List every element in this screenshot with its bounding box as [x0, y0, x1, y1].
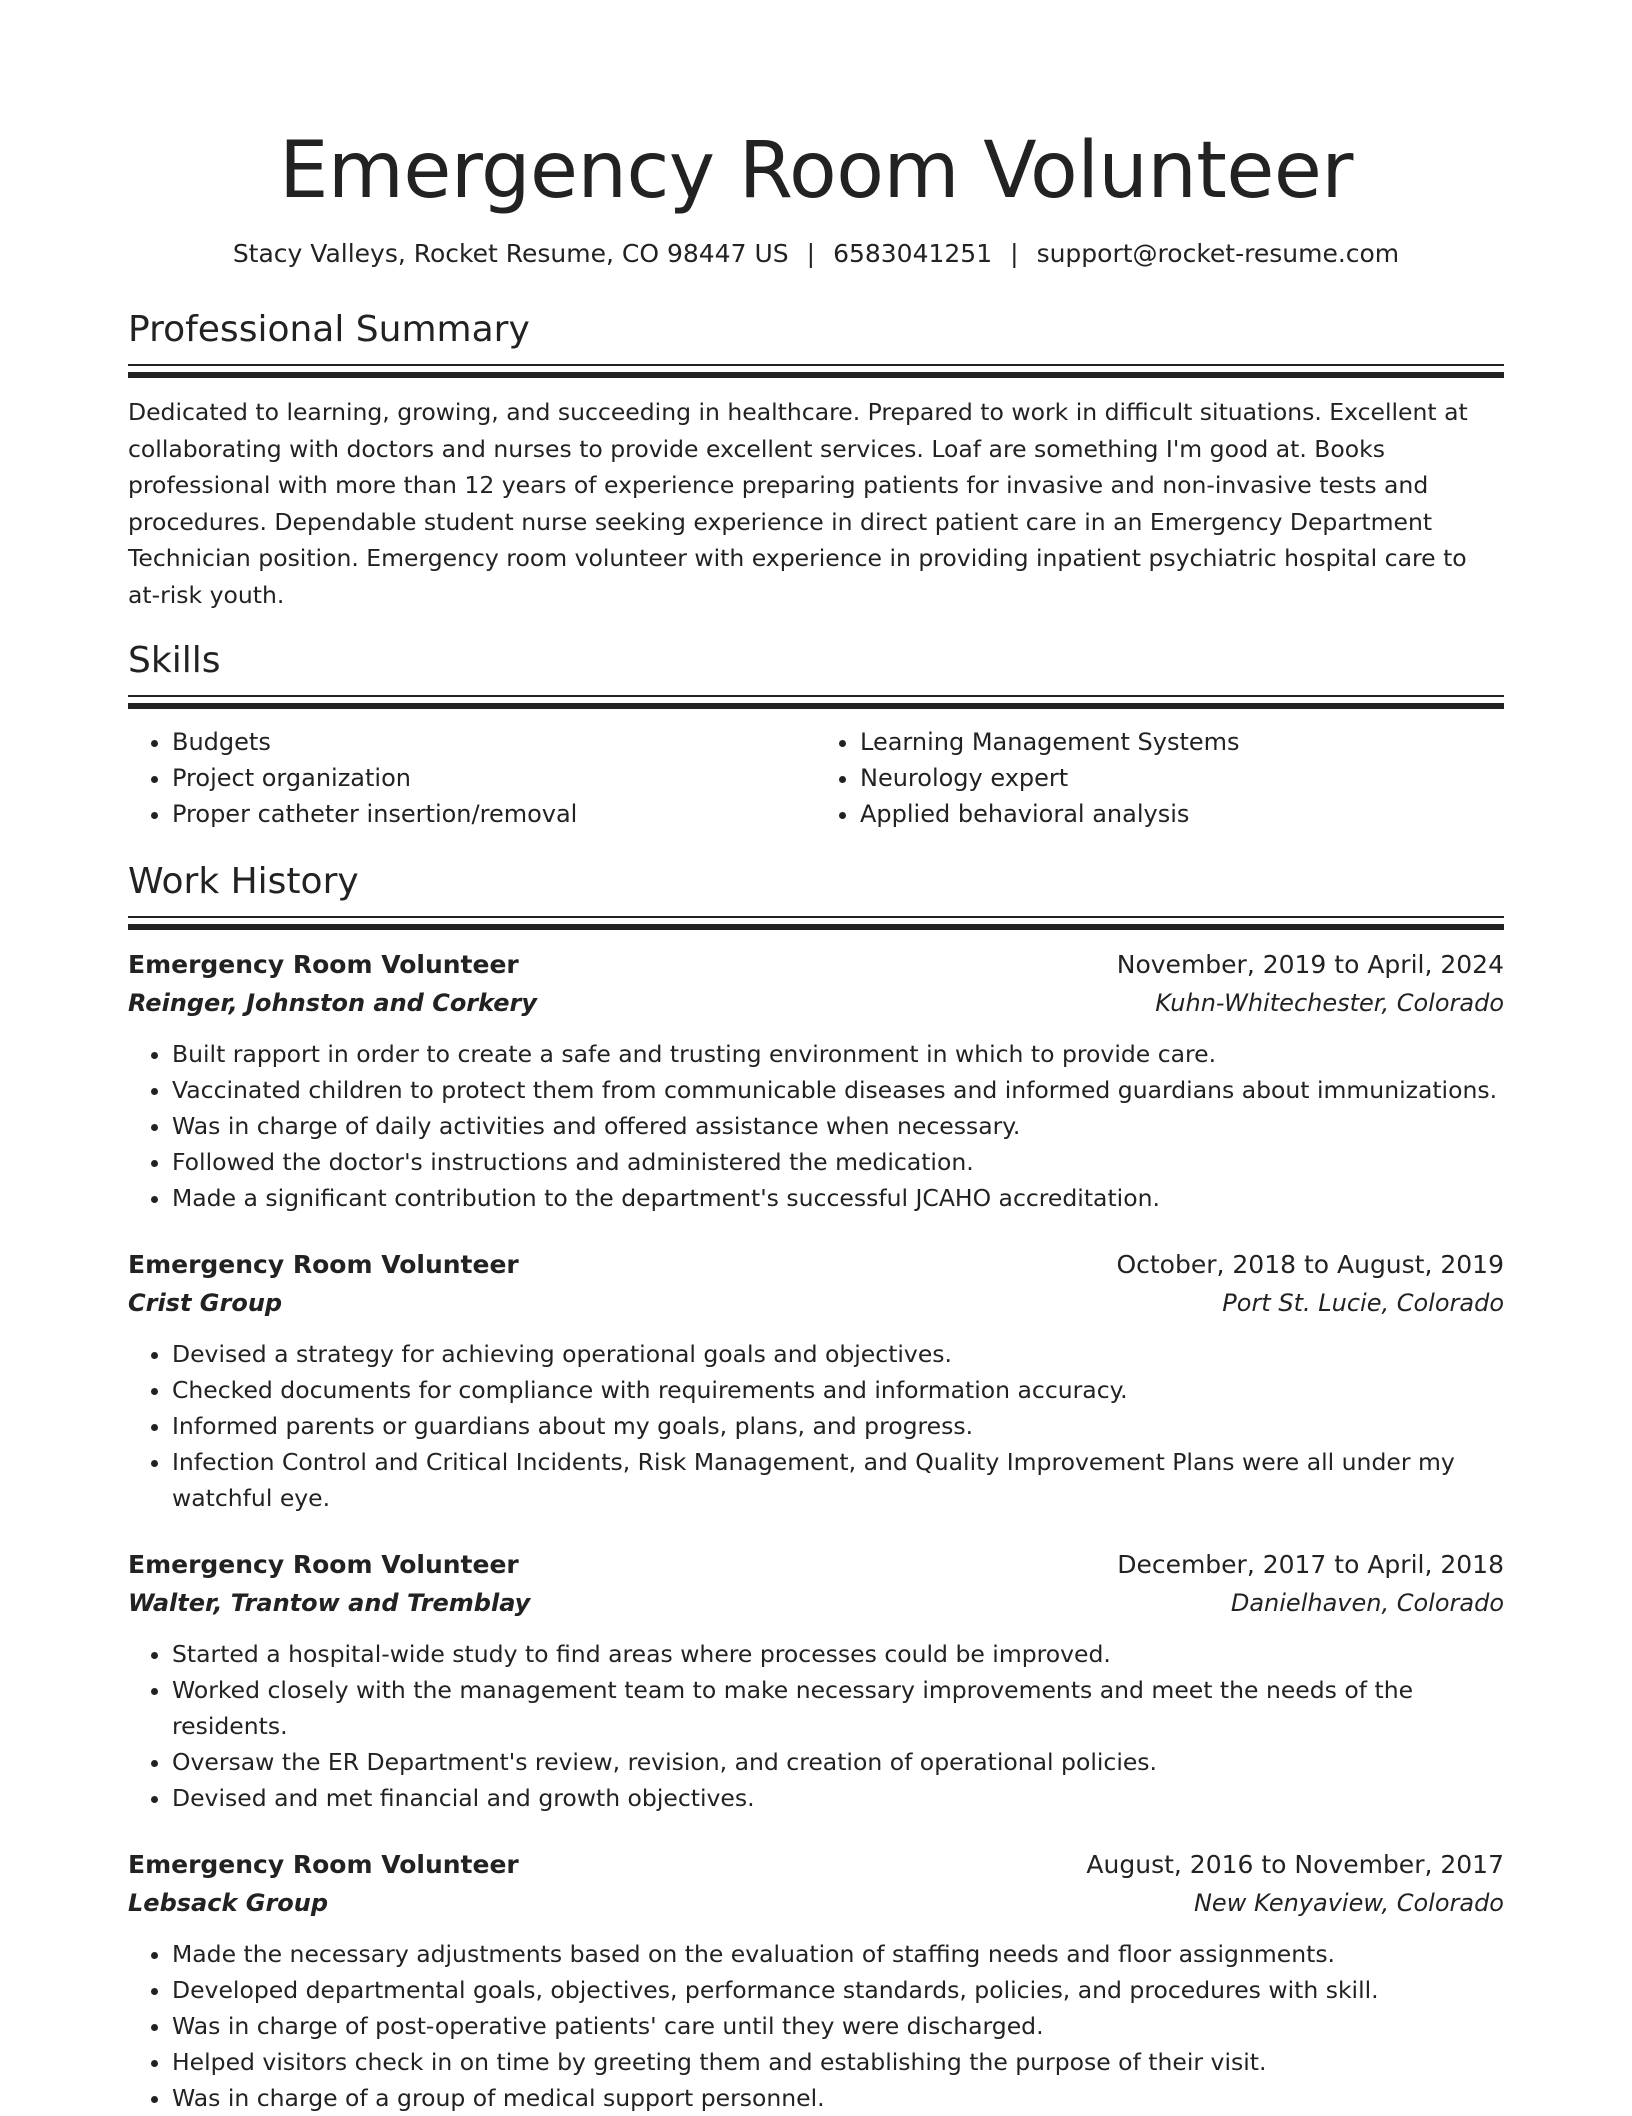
job-company-row: [128, 984, 1504, 1022]
job-bullet: • Helped visitors check in on time by greeting them and establishing the purpose of their visit.: [172, 2044, 1504, 2080]
job-location: New Kenyaview, Colorado: [1193, 1889, 1504, 1917]
section-divider: [128, 364, 1504, 378]
skill-item: • Learning Management Systems: [860, 724, 1504, 760]
job-bullet: • Started a hospital-wide study to find areas where processes could be improved.: [172, 1636, 1504, 1672]
job-bullets: [128, 1336, 1504, 1516]
skills-list-right: [816, 724, 1504, 832]
contact-address: Stacy Valleys, Rocket Resume, CO 98447 US: [232, 239, 789, 268]
job-bullet: • Worked closely with the management team to make necessary improvements and meet the needs of the residents.: [172, 1672, 1504, 1744]
skill-item: • Applied behavioral analysis: [860, 796, 1504, 832]
contact-email: support@rocket-resume.com: [1036, 239, 1400, 268]
contact-separator: |: [1010, 239, 1019, 268]
job-bullet: • Checked documents for compliance with requirements and information accuracy.: [172, 1372, 1504, 1408]
job-dates: October, 2018 to August, 2019: [1116, 1250, 1504, 1279]
job-bullet: • Was in charge of a group of medical support personnel.: [172, 2080, 1504, 2116]
contact-phone: 6583041251: [833, 239, 993, 268]
job-title: Emergency Room Volunteer: [128, 1550, 519, 1579]
skills-list-left: [128, 724, 816, 832]
job-entry: [128, 946, 1504, 1216]
job-title: Emergency Room Volunteer: [128, 1850, 519, 1879]
job-header-row: [128, 1846, 1504, 1884]
job-bullets: [128, 1636, 1504, 1816]
job-bullets: [128, 1036, 1504, 1216]
job-bullet: • Devised a strategy for achieving operational goals and objectives.: [172, 1336, 1504, 1372]
job-company-row: [128, 1884, 1504, 1922]
skill-item: • Project organization: [172, 760, 816, 796]
job-location: Kuhn-Whitechester, Colorado: [1155, 989, 1504, 1017]
job-entry: [128, 1246, 1504, 1516]
job-dates: November, 2019 to April, 2024: [1116, 950, 1504, 979]
job-bullet: • Devised and met financial and growth objectives.: [172, 1780, 1504, 1816]
summary-text: Dedicated to learning, growing, and succeeding in healthcare. Prepared to work in difficult situations. Excellent at collaborating with doctors and nurses to provide excellent services. Loaf are something I'm good at. Books professional with more than 12 years of experience preparing patients for invasive and non-invasive tests and procedures. Dependable student nurse seeking experience in direct patient care in an Emergency Department Technician position. Emergency room volunteer with experience in providing inpatient psychiatric hospital care to at-risk youth.: [128, 398, 1468, 609]
skill-item: • Proper catheter insertion/removal: [172, 796, 816, 832]
job-company-row: [128, 1284, 1504, 1322]
job-company: Crist Group: [128, 1289, 283, 1317]
job-location: Danielhaven, Colorado: [1230, 1589, 1504, 1617]
job-header-row: [128, 1546, 1504, 1584]
job-dates: August, 2016 to November, 2017: [1086, 1850, 1504, 1879]
section-divider: [128, 916, 1504, 930]
skill-item: • Neurology expert: [860, 760, 1504, 796]
resume-page: [128, 0, 1504, 2116]
skills-section: [128, 637, 1504, 832]
section-heading-summary: Professional Summary: [128, 309, 530, 350]
job-entry: [128, 1846, 1504, 2116]
job-header-row: [128, 946, 1504, 984]
job-bullets: [128, 1936, 1504, 2116]
job-company: Reinger, Johnston and Corkery: [128, 989, 538, 1017]
job-bullet: • Built rapport in order to create a safe and trusting environment in which to provide care.: [172, 1036, 1504, 1072]
job-bullet: • Informed parents or guardians about my goals, plans, and progress.: [172, 1408, 1504, 1444]
section-heading-work: Work History: [128, 861, 359, 902]
resume-name: Emergency Room Volunteer: [279, 126, 1353, 216]
job-title: Emergency Room Volunteer: [128, 1250, 519, 1279]
job-bullet: • Followed the doctor's instructions and administered the medication.: [172, 1144, 1504, 1180]
section-divider: [128, 695, 1504, 709]
job-entry: [128, 1546, 1504, 1816]
job-bullet: • Was in charge of daily activities and offered assistance when necessary.: [172, 1108, 1504, 1144]
job-location: Port St. Lucie, Colorado: [1222, 1289, 1504, 1317]
job-dates: December, 2017 to April, 2018: [1117, 1550, 1504, 1579]
job-bullet: • Was in charge of post-operative patients' care until they were discharged.: [172, 2008, 1504, 2044]
skill-item: • Budgets: [172, 724, 816, 760]
job-bullet: • Vaccinated children to protect them from communicable diseases and informed guardians about immunizations.: [172, 1072, 1504, 1108]
job-company: Walter, Trantow and Tremblay: [128, 1589, 531, 1617]
job-header-row: [128, 1246, 1504, 1284]
job-bullet: • Developed departmental goals, objectives, performance standards, policies, and procedures with skill.: [172, 1972, 1504, 2008]
job-company-row: [128, 1584, 1504, 1622]
contact-line: [128, 236, 1504, 272]
job-company: Lebsack Group: [128, 1889, 329, 1917]
section-heading-skills: Skills: [128, 640, 221, 681]
professional-summary-section: [128, 306, 1504, 613]
job-title: Emergency Room Volunteer: [128, 950, 519, 979]
work-history-section: [128, 858, 1504, 2116]
job-bullet: • Oversaw the ER Department's review, revision, and creation of operational policies.: [172, 1744, 1504, 1780]
job-bullet: • Infection Control and Critical Incidents, Risk Management, and Quality Improvement Plans were all under my watchful eye.: [172, 1444, 1504, 1516]
contact-separator: |: [806, 239, 816, 268]
job-bullet: • Made the necessary adjustments based on the evaluation of staffing needs and floor assignments.: [172, 1936, 1504, 1972]
skills-columns: [128, 724, 1504, 832]
job-bullet: • Made a significant contribution to the department's successful JCAHO accreditation.: [172, 1180, 1504, 1216]
